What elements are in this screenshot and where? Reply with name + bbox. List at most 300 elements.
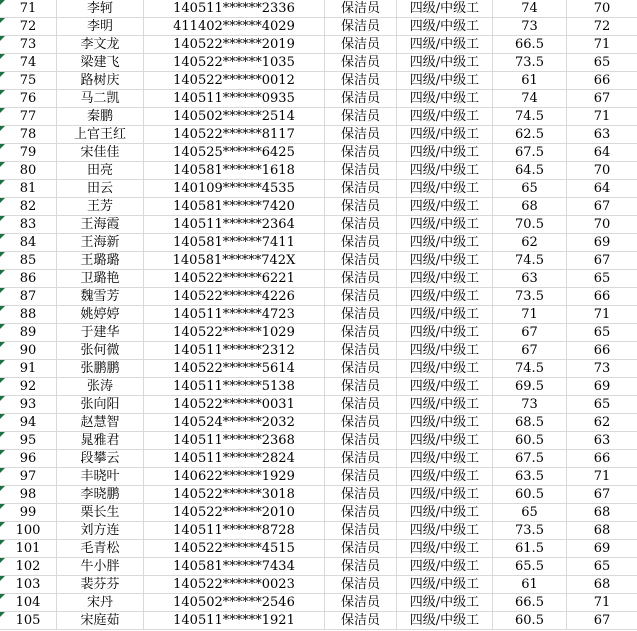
skill-level-text: 四级/中级工 [409, 216, 480, 232]
cell-score2[interactable] [567, 450, 637, 468]
cell-job-title[interactable] [325, 486, 397, 504]
cell-row-number[interactable] [0, 504, 57, 522]
score2-text: 67 [593, 90, 611, 106]
cell-id-number[interactable] [144, 504, 325, 522]
cell-job-title[interactable] [325, 576, 397, 594]
cell-score2[interactable] [567, 126, 637, 144]
cell-score1[interactable] [493, 198, 567, 216]
score2-text: 69 [593, 378, 611, 394]
cell-row-number[interactable] [0, 468, 57, 486]
cell-score2[interactable] [567, 504, 637, 522]
cell-row-number[interactable] [0, 342, 57, 360]
job-title-text: 保洁员 [340, 504, 380, 520]
cell-job-title[interactable] [325, 612, 397, 630]
cell-row-number[interactable] [0, 108, 57, 126]
cell-name[interactable] [57, 378, 144, 396]
cell-row-number[interactable] [0, 522, 57, 540]
cell-skill-level[interactable] [397, 54, 493, 72]
cell-row-number[interactable] [0, 288, 57, 306]
cell-row-number[interactable] [0, 72, 57, 90]
cell-name[interactable] [57, 90, 144, 108]
cell-skill-level[interactable] [397, 540, 493, 558]
cell-row-number[interactable] [0, 540, 57, 558]
score1-text: 67 [521, 324, 538, 340]
skill-level-text: 四级/中级工 [409, 504, 480, 520]
cell-score1[interactable] [493, 576, 567, 594]
cell-score1[interactable] [493, 594, 567, 612]
cell-id-number[interactable] [144, 612, 325, 630]
cell-skill-level[interactable] [397, 252, 493, 270]
score1-text: 73 [521, 396, 538, 412]
cell-name[interactable] [57, 144, 144, 162]
cell-job-title[interactable] [325, 306, 397, 324]
cell-skill-level[interactable] [397, 0, 493, 18]
cell-row-number[interactable] [0, 594, 57, 612]
error-indicator-icon [0, 378, 5, 383]
cell-row-number[interactable] [0, 396, 57, 414]
cell-score2[interactable] [567, 108, 637, 126]
cell-skill-level[interactable] [397, 468, 493, 486]
score2-text: 66 [593, 342, 611, 358]
cell-score2[interactable] [567, 522, 637, 540]
cell-skill-level[interactable] [397, 216, 493, 234]
name-text: 毛青松 [80, 540, 120, 556]
row-number-text: 71 [19, 0, 37, 16]
cell-score2[interactable] [567, 54, 637, 72]
cell-skill-level[interactable] [397, 324, 493, 342]
cell-score1[interactable] [493, 162, 567, 180]
cell-job-title[interactable] [325, 108, 397, 126]
row-number-text: 95 [19, 432, 37, 448]
cell-id-number[interactable] [144, 522, 325, 540]
cell-score2[interactable] [567, 36, 637, 54]
cell-id-number[interactable] [144, 90, 325, 108]
cell-job-title[interactable] [325, 0, 397, 18]
cell-skill-level[interactable] [397, 36, 493, 54]
cell-job-title[interactable] [325, 270, 397, 288]
score1-text: 68.5 [515, 414, 544, 430]
cell-name[interactable] [57, 324, 144, 342]
cell-skill-level[interactable] [397, 612, 493, 630]
score1-text: 69.5 [515, 378, 544, 394]
skill-level-text: 四级/中级工 [409, 90, 480, 106]
cell-name[interactable] [57, 288, 144, 306]
cell-job-title[interactable] [325, 468, 397, 486]
cell-id-number[interactable] [144, 432, 325, 450]
cell-score1[interactable] [493, 18, 567, 36]
cell-skill-level[interactable] [397, 360, 493, 378]
cell-score1[interactable] [493, 288, 567, 306]
cell-score2[interactable] [567, 486, 637, 504]
cell-score1[interactable] [493, 270, 567, 288]
cell-id-number[interactable] [144, 72, 325, 90]
cell-score1[interactable] [493, 324, 567, 342]
cell-id-number[interactable] [144, 234, 325, 252]
cell-job-title[interactable] [325, 414, 397, 432]
cell-id-number[interactable] [144, 54, 325, 72]
name-text: 王海霞 [80, 216, 120, 232]
score1-text: 65 [521, 504, 538, 520]
cell-skill-level[interactable] [397, 306, 493, 324]
cell-name[interactable] [57, 414, 144, 432]
cell-score1[interactable] [493, 234, 567, 252]
cell-name[interactable] [57, 450, 144, 468]
cell-id-number[interactable] [144, 324, 325, 342]
cell-job-title[interactable] [325, 126, 397, 144]
cell-skill-level[interactable] [397, 522, 493, 540]
cell-id-number[interactable] [144, 486, 325, 504]
cell-skill-level[interactable] [397, 396, 493, 414]
cell-row-number[interactable] [0, 36, 57, 54]
cell-name[interactable] [57, 306, 144, 324]
cell-job-title[interactable] [325, 234, 397, 252]
cell-id-number[interactable] [144, 396, 325, 414]
cell-score2[interactable] [567, 90, 637, 108]
cell-row-number[interactable] [0, 432, 57, 450]
cell-name[interactable] [57, 558, 144, 576]
cell-name[interactable] [57, 0, 144, 18]
id-number-text: 140522******5614 [173, 360, 295, 376]
cell-row-number[interactable] [0, 162, 57, 180]
table-row [0, 234, 637, 252]
cell-id-number[interactable] [144, 288, 325, 306]
row-number-text: 85 [19, 252, 37, 268]
cell-row-number[interactable] [0, 54, 57, 72]
cell-name[interactable] [57, 234, 144, 252]
cell-name[interactable] [57, 342, 144, 360]
cell-row-number[interactable] [0, 126, 57, 144]
cell-score2[interactable] [567, 144, 637, 162]
cell-score1[interactable] [493, 360, 567, 378]
name-text: 张涛 [86, 378, 113, 394]
cell-id-number[interactable] [144, 468, 325, 486]
cell-job-title[interactable] [325, 216, 397, 234]
cell-row-number[interactable] [0, 180, 57, 198]
cell-name[interactable] [57, 396, 144, 414]
cell-skill-level[interactable] [397, 450, 493, 468]
cell-score2[interactable] [567, 612, 637, 630]
cell-score1[interactable] [493, 558, 567, 576]
table-row [0, 180, 637, 198]
cell-skill-level[interactable] [397, 180, 493, 198]
cell-skill-level[interactable] [397, 18, 493, 36]
cell-skill-level[interactable] [397, 558, 493, 576]
cell-score2[interactable] [567, 594, 637, 612]
cell-job-title[interactable] [325, 324, 397, 342]
cell-score2[interactable] [567, 252, 637, 270]
cell-job-title[interactable] [325, 594, 397, 612]
cell-job-title[interactable] [325, 558, 397, 576]
cell-skill-level[interactable] [397, 594, 493, 612]
cell-skill-level[interactable] [397, 486, 493, 504]
cell-score2[interactable] [567, 198, 637, 216]
cell-skill-level[interactable] [397, 126, 493, 144]
cell-score2[interactable] [567, 288, 637, 306]
cell-job-title[interactable] [325, 180, 397, 198]
cell-score2[interactable] [567, 18, 637, 36]
cell-name[interactable] [57, 540, 144, 558]
cell-job-title[interactable] [325, 450, 397, 468]
cell-score1[interactable] [493, 126, 567, 144]
cell-row-number[interactable] [0, 360, 57, 378]
cell-skill-level[interactable] [397, 144, 493, 162]
cell-score1[interactable] [493, 36, 567, 54]
cell-skill-level[interactable] [397, 108, 493, 126]
cell-id-number[interactable] [144, 540, 325, 558]
cell-id-number[interactable] [144, 270, 325, 288]
cell-name[interactable] [57, 522, 144, 540]
id-number-text: 140511******5138 [173, 378, 295, 394]
cell-name[interactable] [57, 486, 144, 504]
score1-text: 65.5 [515, 558, 544, 574]
row-number-text: 101 [15, 540, 41, 556]
cell-skill-level[interactable] [397, 72, 493, 90]
cell-score2[interactable] [567, 396, 637, 414]
cell-id-number[interactable] [144, 414, 325, 432]
cell-row-number[interactable] [0, 450, 57, 468]
cell-score1[interactable] [493, 414, 567, 432]
id-number-text: 140522******2010 [173, 504, 295, 520]
cell-id-number[interactable] [144, 216, 325, 234]
cell-score2[interactable] [567, 72, 637, 90]
cell-skill-level[interactable] [397, 234, 493, 252]
cell-id-number[interactable] [144, 342, 325, 360]
job-title-text: 保洁员 [340, 450, 380, 466]
cell-skill-level[interactable] [397, 576, 493, 594]
cell-score2[interactable] [567, 162, 637, 180]
cell-id-number[interactable] [144, 252, 325, 270]
cell-skill-level[interactable] [397, 378, 493, 396]
cell-id-number[interactable] [144, 0, 325, 18]
cell-score2[interactable] [567, 558, 637, 576]
skill-level-text: 四级/中级工 [409, 450, 480, 466]
cell-score2[interactable] [567, 306, 637, 324]
cell-job-title[interactable] [325, 522, 397, 540]
cell-skill-level[interactable] [397, 342, 493, 360]
row-number-text: 74 [19, 54, 37, 70]
cell-skill-level[interactable] [397, 90, 493, 108]
cell-job-title[interactable] [325, 342, 397, 360]
cell-score2[interactable] [567, 414, 637, 432]
cell-score2[interactable] [567, 360, 637, 378]
cell-name[interactable] [57, 54, 144, 72]
cell-score1[interactable] [493, 540, 567, 558]
cell-job-title[interactable] [325, 360, 397, 378]
cell-skill-level[interactable] [397, 414, 493, 432]
cell-name[interactable] [57, 216, 144, 234]
cell-score1[interactable] [493, 612, 567, 630]
cell-row-number[interactable] [0, 0, 57, 18]
cell-name[interactable] [57, 468, 144, 486]
cell-score2[interactable] [567, 432, 637, 450]
cell-score2[interactable] [567, 234, 637, 252]
cell-id-number[interactable] [144, 576, 325, 594]
cell-score1[interactable] [493, 486, 567, 504]
score2-text: 71 [593, 108, 611, 124]
cell-name[interactable] [57, 612, 144, 630]
cell-score2[interactable] [567, 0, 637, 18]
cell-job-title[interactable] [325, 162, 397, 180]
score2-text: 67 [593, 198, 611, 214]
cell-name[interactable] [57, 360, 144, 378]
cell-score1[interactable] [493, 252, 567, 270]
cell-job-title[interactable] [325, 72, 397, 90]
cell-score1[interactable] [493, 504, 567, 522]
cell-score1[interactable] [493, 108, 567, 126]
cell-row-number[interactable] [0, 18, 57, 36]
cell-name[interactable] [57, 270, 144, 288]
cell-score1[interactable] [493, 54, 567, 72]
cell-job-title[interactable] [325, 396, 397, 414]
cell-id-number[interactable] [144, 180, 325, 198]
cell-score1[interactable] [493, 180, 567, 198]
cell-score2[interactable] [567, 540, 637, 558]
cell-job-title[interactable] [325, 378, 397, 396]
job-title-text: 保洁员 [340, 234, 380, 250]
cell-name[interactable] [57, 72, 144, 90]
cell-job-title[interactable] [325, 540, 397, 558]
name-text: 秦鹏 [86, 108, 113, 124]
cell-row-number[interactable] [0, 270, 57, 288]
cell-row-number[interactable] [0, 576, 57, 594]
score1-text: 68 [521, 198, 538, 214]
error-indicator-icon [0, 90, 5, 95]
cell-id-number[interactable] [144, 18, 325, 36]
cell-name[interactable] [57, 432, 144, 450]
cell-skill-level[interactable] [397, 432, 493, 450]
cell-row-number[interactable] [0, 144, 57, 162]
cell-id-number[interactable] [144, 108, 325, 126]
cell-score1[interactable] [493, 396, 567, 414]
cell-score1[interactable] [493, 432, 567, 450]
cell-id-number[interactable] [144, 360, 325, 378]
cell-name[interactable] [57, 18, 144, 36]
cell-name[interactable] [57, 252, 144, 270]
cell-score2[interactable] [567, 342, 637, 360]
cell-score1[interactable] [493, 450, 567, 468]
cell-job-title[interactable] [325, 54, 397, 72]
cell-name[interactable] [57, 126, 144, 144]
job-title-text: 保洁员 [340, 432, 380, 448]
cell-id-number[interactable] [144, 306, 325, 324]
cell-skill-level[interactable] [397, 198, 493, 216]
cell-score2[interactable] [567, 378, 637, 396]
cell-name[interactable] [57, 198, 144, 216]
cell-row-number[interactable] [0, 306, 57, 324]
name-text: 田亮 [86, 162, 113, 178]
cell-row-number[interactable] [0, 324, 57, 342]
cell-id-number[interactable] [144, 36, 325, 54]
id-number-text: 140511******2336 [173, 0, 295, 16]
skill-level-text: 四级/中级工 [409, 396, 480, 412]
cell-row-number[interactable] [0, 198, 57, 216]
score2-text: 63 [593, 126, 611, 142]
cell-row-number[interactable] [0, 216, 57, 234]
cell-id-number[interactable] [144, 198, 325, 216]
skill-level-text: 四级/中级工 [409, 432, 480, 448]
cell-id-number[interactable] [144, 144, 325, 162]
error-indicator-icon [0, 162, 5, 167]
cell-row-number[interactable] [0, 234, 57, 252]
cell-name[interactable] [57, 36, 144, 54]
cell-id-number[interactable] [144, 162, 325, 180]
table-row [0, 342, 637, 360]
cell-name[interactable] [57, 162, 144, 180]
cell-name[interactable] [57, 108, 144, 126]
cell-job-title[interactable] [325, 288, 397, 306]
cell-score1[interactable] [493, 0, 567, 18]
cell-score1[interactable] [493, 522, 567, 540]
cell-job-title[interactable] [325, 144, 397, 162]
cell-row-number[interactable] [0, 414, 57, 432]
cell-job-title[interactable] [325, 432, 397, 450]
cell-id-number[interactable] [144, 594, 325, 612]
error-indicator-icon [0, 270, 5, 275]
table-row [0, 324, 637, 342]
cell-name[interactable] [57, 576, 144, 594]
row-number-text: 89 [19, 324, 37, 340]
cell-score2[interactable] [567, 216, 637, 234]
cell-score2[interactable] [567, 324, 637, 342]
cell-score1[interactable] [493, 216, 567, 234]
cell-job-title[interactable] [325, 504, 397, 522]
table-row [0, 18, 637, 36]
cell-id-number[interactable] [144, 126, 325, 144]
cell-name[interactable] [57, 180, 144, 198]
cell-score2[interactable] [567, 576, 637, 594]
cell-job-title[interactable] [325, 18, 397, 36]
cell-job-title[interactable] [325, 90, 397, 108]
cell-job-title[interactable] [325, 198, 397, 216]
id-number-text: 140522******8117 [173, 126, 295, 142]
row-number-text: 77 [19, 108, 37, 124]
cell-row-number[interactable] [0, 252, 57, 270]
cell-score2[interactable] [567, 270, 637, 288]
cell-row-number[interactable] [0, 90, 57, 108]
row-number-text: 79 [19, 144, 37, 160]
cell-id-number[interactable] [144, 378, 325, 396]
cell-row-number[interactable] [0, 612, 57, 630]
cell-skill-level[interactable] [397, 162, 493, 180]
cell-row-number[interactable] [0, 378, 57, 396]
cell-score1[interactable] [493, 378, 567, 396]
error-indicator-icon [0, 360, 5, 365]
cell-row-number[interactable] [0, 558, 57, 576]
cell-score2[interactable] [567, 468, 637, 486]
cell-score1[interactable] [493, 72, 567, 90]
name-text: 田云 [86, 180, 113, 196]
cell-score1[interactable] [493, 90, 567, 108]
cell-id-number[interactable] [144, 450, 325, 468]
cell-score1[interactable] [493, 468, 567, 486]
cell-name[interactable] [57, 504, 144, 522]
cell-job-title[interactable] [325, 36, 397, 54]
score1-text: 70.5 [515, 216, 544, 232]
cell-skill-level[interactable] [397, 270, 493, 288]
cell-job-title[interactable] [325, 252, 397, 270]
cell-row-number[interactable] [0, 486, 57, 504]
cell-skill-level[interactable] [397, 504, 493, 522]
cell-id-number[interactable] [144, 558, 325, 576]
cell-score1[interactable] [493, 306, 567, 324]
cell-score2[interactable] [567, 180, 637, 198]
cell-score1[interactable] [493, 342, 567, 360]
job-title-text: 保洁员 [340, 288, 380, 304]
id-number-text: 140511******1921 [173, 612, 295, 628]
cell-skill-level[interactable] [397, 288, 493, 306]
cell-score1[interactable] [493, 144, 567, 162]
cell-name[interactable] [57, 594, 144, 612]
